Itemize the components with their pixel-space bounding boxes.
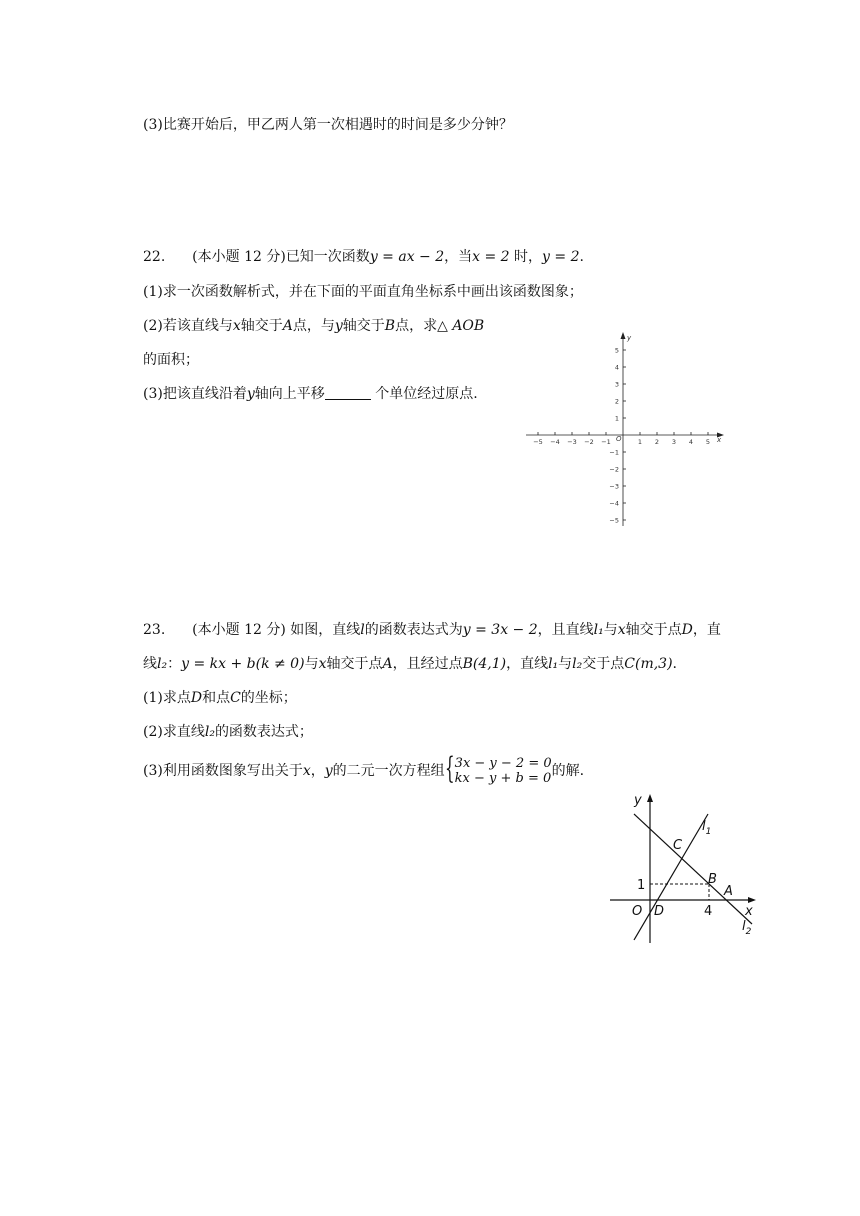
q22-stem-text: . [579, 249, 584, 265]
text: 的函数表达式为 [364, 622, 463, 638]
y-tick-label: −3 [609, 482, 619, 491]
text: ，直线 [506, 656, 549, 672]
text: (3)利用函数图象写出关于 [143, 763, 303, 779]
text: 轴交于点 [625, 622, 682, 638]
q22-eq3: y = 2 [542, 249, 580, 265]
q22-part1: (1)求一次函数解析式，并在下面的平面直角坐标系中画出该函数图象； [143, 284, 583, 300]
q23-stem-line2 [143, 654, 677, 674]
equation-system [444, 751, 552, 786]
text: 的二元一次方程组 [332, 763, 445, 779]
point-A: A [282, 318, 293, 334]
text: (3)把该直线沿着 [143, 386, 247, 402]
q22-coordinate-grid [522, 330, 732, 530]
text: 的坐标； [240, 690, 297, 706]
q21-part3: (3)比赛开始后，甲乙两人第一次相遇时的时间是多少分钟？ [143, 117, 513, 133]
q22-eq1: y = ax − 2 [369, 249, 445, 265]
point-C: C [230, 690, 241, 706]
text: 与 [304, 656, 319, 672]
y-arrow-icon [621, 332, 626, 339]
var-y: y [324, 763, 333, 779]
text: ： [167, 656, 182, 672]
text: 与 [558, 656, 573, 672]
point-A: A [382, 656, 393, 672]
y-tick-label: 5 [614, 346, 619, 355]
line-l1: l₁ [548, 656, 559, 672]
y-tick-label: −1 [609, 448, 619, 457]
fig-x-label: x [745, 904, 753, 919]
brace-icon: { [444, 751, 455, 786]
fig-label-l1 [702, 819, 711, 837]
x-tick-label: −4 [550, 438, 560, 446]
x-tick-label: 2 [654, 438, 660, 446]
fig-point-B: B [708, 872, 717, 887]
text: 轴交于 [240, 318, 283, 334]
fig-point-D: D [654, 904, 665, 919]
y-arrow-icon [647, 794, 653, 802]
q22-part2-cont: 的面积； [143, 352, 199, 368]
text: 的解. [551, 763, 585, 779]
var-x: x [302, 763, 311, 779]
fig-label-l1-subscript: 1 [705, 827, 712, 837]
text: 轴交于 [342, 318, 385, 334]
line-l: l [360, 622, 365, 638]
var-x: x [232, 318, 241, 334]
fig-tick-1: 1 [637, 878, 646, 893]
fig-label-l2-letter: l [742, 919, 746, 934]
line-l2: l₂ [572, 656, 583, 672]
q22-part2 [143, 316, 484, 336]
q22-part3 [143, 384, 478, 404]
y-tick-label: 4 [614, 363, 619, 372]
q23-eq1: y = 3x − 2 [462, 622, 538, 638]
point-B: B [384, 318, 396, 334]
var-y: y [246, 386, 255, 402]
point-Cm3: C(m,3) [624, 656, 673, 672]
x-tick-label: −1 [601, 438, 611, 446]
fig-label-l2-subscript: 2 [745, 927, 752, 937]
text: ，且直线 [537, 622, 594, 638]
var-x: x [318, 656, 327, 672]
text: 点，与 [292, 318, 335, 334]
system-eq2: kx − y + b = 0 [454, 771, 552, 786]
q23-part3 [143, 751, 585, 786]
x-tick-label: −5 [533, 438, 543, 446]
text: ，且经过点 [392, 656, 463, 672]
line-l2 [634, 814, 752, 924]
fig-label-l1-letter: l [702, 819, 706, 834]
text: ， [310, 763, 325, 779]
fig-tick-4: 4 [704, 904, 713, 919]
x-tick-label: 3 [671, 438, 677, 446]
text: 的函数表达式； [214, 724, 313, 740]
x-tick-label: −2 [584, 438, 594, 446]
text: (2)若该直线与 [143, 318, 233, 334]
var-x: x [617, 622, 626, 638]
y-axis-label: y [627, 334, 632, 342]
text: 点，求△ [395, 318, 453, 334]
line-l1 [634, 814, 708, 940]
y-tick-label: −4 [609, 499, 619, 508]
text: 与 [603, 622, 618, 638]
x-axis-label: x [717, 436, 722, 444]
line-l2: l₂ [157, 656, 168, 672]
q22-eq2: x = 2 [472, 249, 510, 265]
text: (1)求点 [143, 690, 191, 706]
var-y: y [334, 318, 343, 334]
x-arrow-icon [748, 897, 756, 903]
q22-stem [143, 247, 584, 267]
system-eq1: 3x − y − 2 = 0 [454, 756, 552, 771]
q23-score: (本小题 12 分) [192, 622, 286, 638]
point-D: D [681, 622, 693, 638]
q22-stem-text: 时， [509, 249, 543, 265]
x-tick-label: 5 [705, 438, 711, 446]
point-D: D [190, 690, 203, 706]
text: 个单位经过原点. [370, 386, 478, 402]
line-l2: l₂ [204, 724, 215, 740]
text: ，直 [692, 622, 721, 638]
x-tick-label: −3 [567, 438, 577, 446]
fig-y-label: y [634, 793, 642, 808]
fig-point-C: C [673, 838, 683, 853]
y-tick-label: 3 [614, 380, 619, 389]
text: 轴向上平移 [254, 386, 325, 402]
q22-stem-text: 已知一次函数 [285, 249, 370, 265]
q23-part1 [143, 688, 297, 708]
x-tick-label: 4 [688, 438, 694, 446]
y-tick-label: −5 [609, 516, 619, 525]
text: 如图，直线 [285, 622, 361, 638]
y-tick-label: −2 [609, 465, 619, 474]
q23-eq2: y = kx + b(k ≠ 0) [181, 656, 305, 672]
text: 线 [143, 656, 157, 672]
text: 轴交于点 [326, 656, 383, 672]
q23-part2 [143, 722, 313, 742]
q23-stem [143, 620, 721, 640]
answer-blank[interactable] [325, 385, 371, 400]
q22-stem-text: ，当 [444, 249, 473, 265]
origin-label: O [616, 435, 622, 443]
x-tick-label: 1 [637, 438, 643, 446]
q23-number: 23. [143, 622, 166, 638]
text: 和点 [202, 690, 231, 706]
y-tick-label: 1 [614, 414, 619, 423]
text: . [672, 656, 677, 672]
triangle-AOB: AOB [452, 318, 485, 334]
text: (2)求直线 [143, 724, 205, 740]
text: 交于点 [582, 656, 625, 672]
point-B41: B(4,1) [462, 656, 507, 672]
q22-number: 22. [143, 249, 166, 265]
fig-origin-label: O [632, 904, 643, 919]
q22-score: (本小题 12 分) [192, 249, 286, 265]
q23-figure [604, 788, 764, 948]
y-tick-label: 2 [614, 397, 619, 406]
line-l1: l₁ [593, 622, 604, 638]
fig-point-A: A [724, 884, 733, 899]
